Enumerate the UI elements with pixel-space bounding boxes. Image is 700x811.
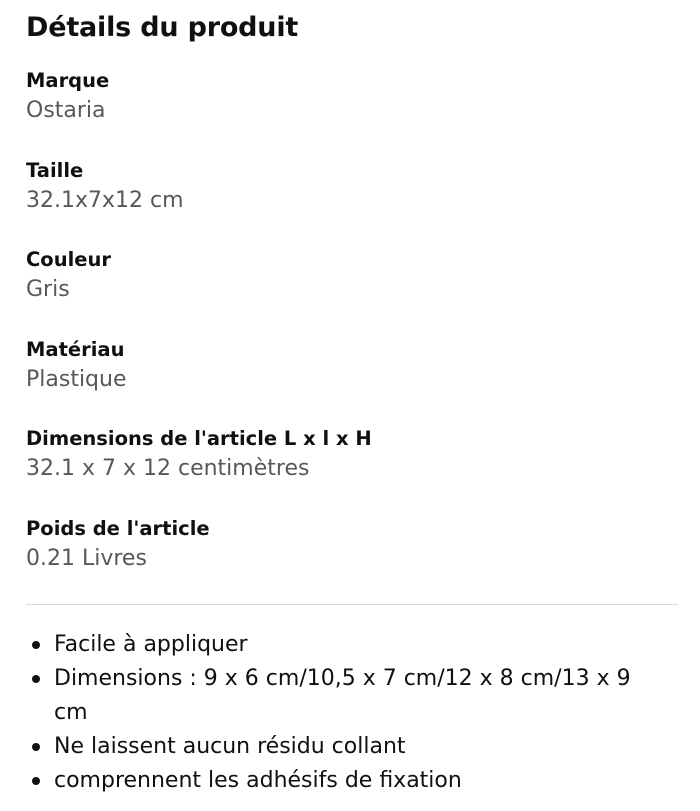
detail-dimensions: [26, 426, 678, 516]
bullet-item: [26, 628, 666, 662]
detail-size: [26, 158, 678, 248]
bullet-item: [26, 662, 666, 730]
detail-material: [26, 337, 678, 427]
detail-label: Matériau: [26, 337, 125, 361]
bullet-dot-icon: [32, 675, 40, 683]
detail-label: Couleur: [26, 248, 111, 271]
detail-value: Gris: [26, 277, 70, 302]
detail-weight: [26, 516, 678, 606]
bullet-text: Ne laissent aucun résidu collant: [54, 734, 406, 759]
bullet-text: Facile à appliquer: [54, 632, 248, 657]
detail-value: Ostaria: [26, 98, 106, 123]
details-list: [26, 68, 678, 605]
product-details-section: [26, 0, 678, 605]
detail-value: 0.21 Livres: [26, 545, 147, 571]
section-divider: [26, 604, 678, 605]
detail-value: 32.1x7x12 cm: [26, 187, 184, 213]
feature-bullets: [26, 628, 666, 798]
detail-label: Marque: [26, 69, 110, 92]
detail-color: [26, 247, 678, 337]
detail-label: Taille: [26, 158, 84, 182]
bullet-item: [26, 730, 666, 764]
bullet-text: Dimensions : 9 x 6 cm/10,5 x 7 cm/12 x 8 cm/13 x 9 cm: [54, 666, 631, 725]
detail-value: 32.1 x 7 x 12 centimètres: [26, 456, 310, 481]
bullet-dot-icon: [32, 743, 40, 751]
bullet-text: comprennent les adhésifs de fixation: [54, 768, 462, 793]
detail-label: Dimensions de l'article L x l x H: [26, 427, 372, 450]
bullet-item: [26, 764, 666, 798]
detail-value: Plastique: [26, 366, 127, 392]
detail-brand: [26, 68, 678, 158]
section-title: Détails du produit: [26, 12, 299, 43]
detail-label: Poids de l'article: [26, 516, 210, 540]
bullet-dot-icon: [32, 641, 40, 649]
bullet-dot-icon: [32, 777, 40, 785]
